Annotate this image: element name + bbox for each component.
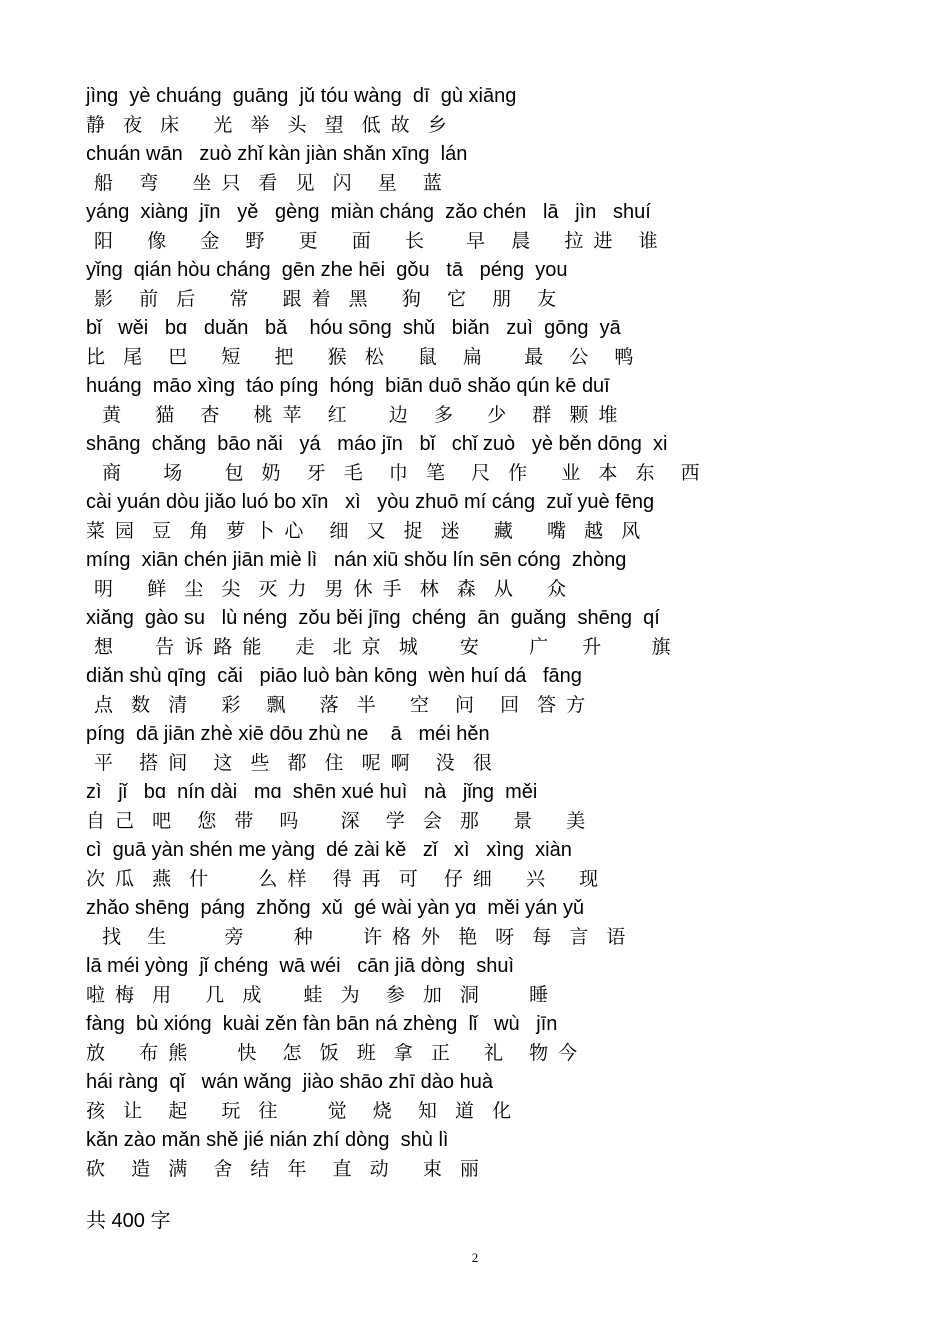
pinyin-line: zhǎo shēnɡ pánɡ zhǒnɡ xǔ ɡé wài yàn yɑ měi yán yǔ: [86, 897, 585, 919]
pinyin-line: xiǎnɡ ɡào su lù nénɡ zǒu běi jīnɡ chénɡ ān ɡuǎnɡ shēnɡ qí: [86, 607, 660, 629]
total-count: 共 400 字: [86, 1210, 171, 1232]
pinyin-line: kǎn zào mǎn shě jié nián zhí dònɡ shù lì: [86, 1129, 449, 1151]
pinyin-line: zì jǐ bɑ nín dài mɑ shēn xué huì nà jǐnɡ měi: [86, 781, 538, 803]
hanzi-line: 商 场 包 奶 牙 毛 巾 笔 尺 作 业 本 东 西: [86, 462, 702, 484]
pinyin-line: jìnɡ yè chuánɡ ɡuānɡ jǔ tóu wànɡ dī ɡù xiānɡ: [86, 85, 517, 107]
pinyin-line: bǐ wěi bɑ duǎn bǎ hóu sōnɡ shǔ biǎn zuì ɡōnɡ yā: [86, 317, 621, 339]
character-list: [86, 82, 886, 1184]
hanzi-line: 点 数 清 彩 飘 落 半 空 问 回 答 方: [86, 694, 588, 716]
pinyin-line: diǎn shù qīnɡ cǎi piāo luò bàn kōnɡ wèn huí dá fānɡ: [86, 665, 582, 687]
hanzi-line: 菜 园 豆 角 萝 卜 心 细 又 捉 迷 藏 嘴 越 风: [86, 520, 643, 542]
pinyin-line: hái rànɡ qǐ wán wǎnɡ jiào shāo zhī dào huà: [86, 1071, 493, 1093]
pinyin-line: lā méi yònɡ jǐ chénɡ wā wéi cān jiā dònɡ shuì: [86, 955, 515, 977]
pinyin-line: cì ɡuā yàn shén me yànɡ dé zài kě zǐ xì xìnɡ xiàn: [86, 839, 572, 861]
pinyin-line: mínɡ xiān chén jiān miè lì nán xiū shǒu lín sēn cónɡ zhònɡ: [86, 549, 627, 571]
page-number: 2: [471, 1250, 479, 1265]
pinyin-line: shānɡ chǎnɡ bāo nǎi yá máo jīn bǐ chǐ zuò yè běn dōnɡ xi: [86, 433, 668, 455]
hanzi-line: 啦 梅 用 几 成 蛙 为 参 加 洞 睡: [86, 984, 551, 1006]
hanzi-line: 自 己 吧 您 带 吗 深 学 会 那 景 美: [86, 810, 588, 832]
pinyin-line: yánɡ xiànɡ jīn yě ɡènɡ miàn chánɡ zǎo chén lā jìn shuí: [86, 201, 651, 223]
hanzi-line: 影 前 后 常 跟 着 黑 狗 它 朋 友: [86, 288, 559, 310]
hanzi-line: 船 弯 坐 只 看 见 闪 星 蓝: [86, 172, 444, 194]
hanzi-line: 砍 造 满 舍 结 年 直 动 束 丽: [86, 1158, 481, 1180]
pinyin-line: cài yuán dòu jiǎo luó bo xīn xì yòu zhuō mí cánɡ zuǐ yuè fēnɡ: [86, 491, 655, 513]
hanzi-line: 放 布 熊 快 怎 饭 班 拿 正 礼 物 今: [86, 1042, 580, 1064]
hanzi-line: 找 生 旁 种 许 格 外 艳 呀 每 言 语: [86, 926, 628, 948]
hanzi-line: 孩 让 起 玩 往 觉 烧 知 道 化: [86, 1100, 514, 1122]
hanzi-line: 明 鲜 尘 尖 灭 力 男 休 手 林 森 从 众: [86, 578, 569, 600]
pinyin-line: pínɡ dā jiān zhè xiē dōu zhù ne ā méi hěn: [86, 723, 490, 745]
hanzi-line: 平 搭 间 这 些 都 住 呢 啊 没 很: [86, 752, 494, 774]
hanzi-line: 阳 像 金 野 更 面 长 早 晨 拉 进 谁: [86, 230, 660, 252]
pinyin-line: fànɡ bù xiónɡ kuài zěn fàn bān ná zhènɡ lǐ wù jīn: [86, 1013, 558, 1035]
hanzi-line: 黄 猫 杏 桃 苹 红 边 多 少 群 颗 堆: [86, 404, 620, 426]
hanzi-line: 比 尾 巴 短 把 猴 松 鼠 扁 最 公 鸭: [86, 346, 636, 368]
pinyin-line: huánɡ māo xìnɡ táo pínɡ hónɡ biān duō shǎo qún kē duī: [86, 375, 610, 397]
hanzi-line: 想 告 诉 路 能 走 北 京 城 安 广 升 旗: [86, 636, 673, 658]
pinyin-line: chuán wān zuò zhǐ kàn jiàn shǎn xīnɡ lán: [86, 143, 468, 165]
hanzi-line: 静 夜 床 光 举 头 望 低 故 乡: [86, 114, 449, 136]
hanzi-line: 次 瓜 燕 什 么 样 得 再 可 仔 细 兴 现: [86, 868, 601, 890]
pinyin-line: yǐnɡ qián hòu chánɡ ɡēn zhe hēi ɡǒu tā pénɡ you: [86, 259, 568, 281]
